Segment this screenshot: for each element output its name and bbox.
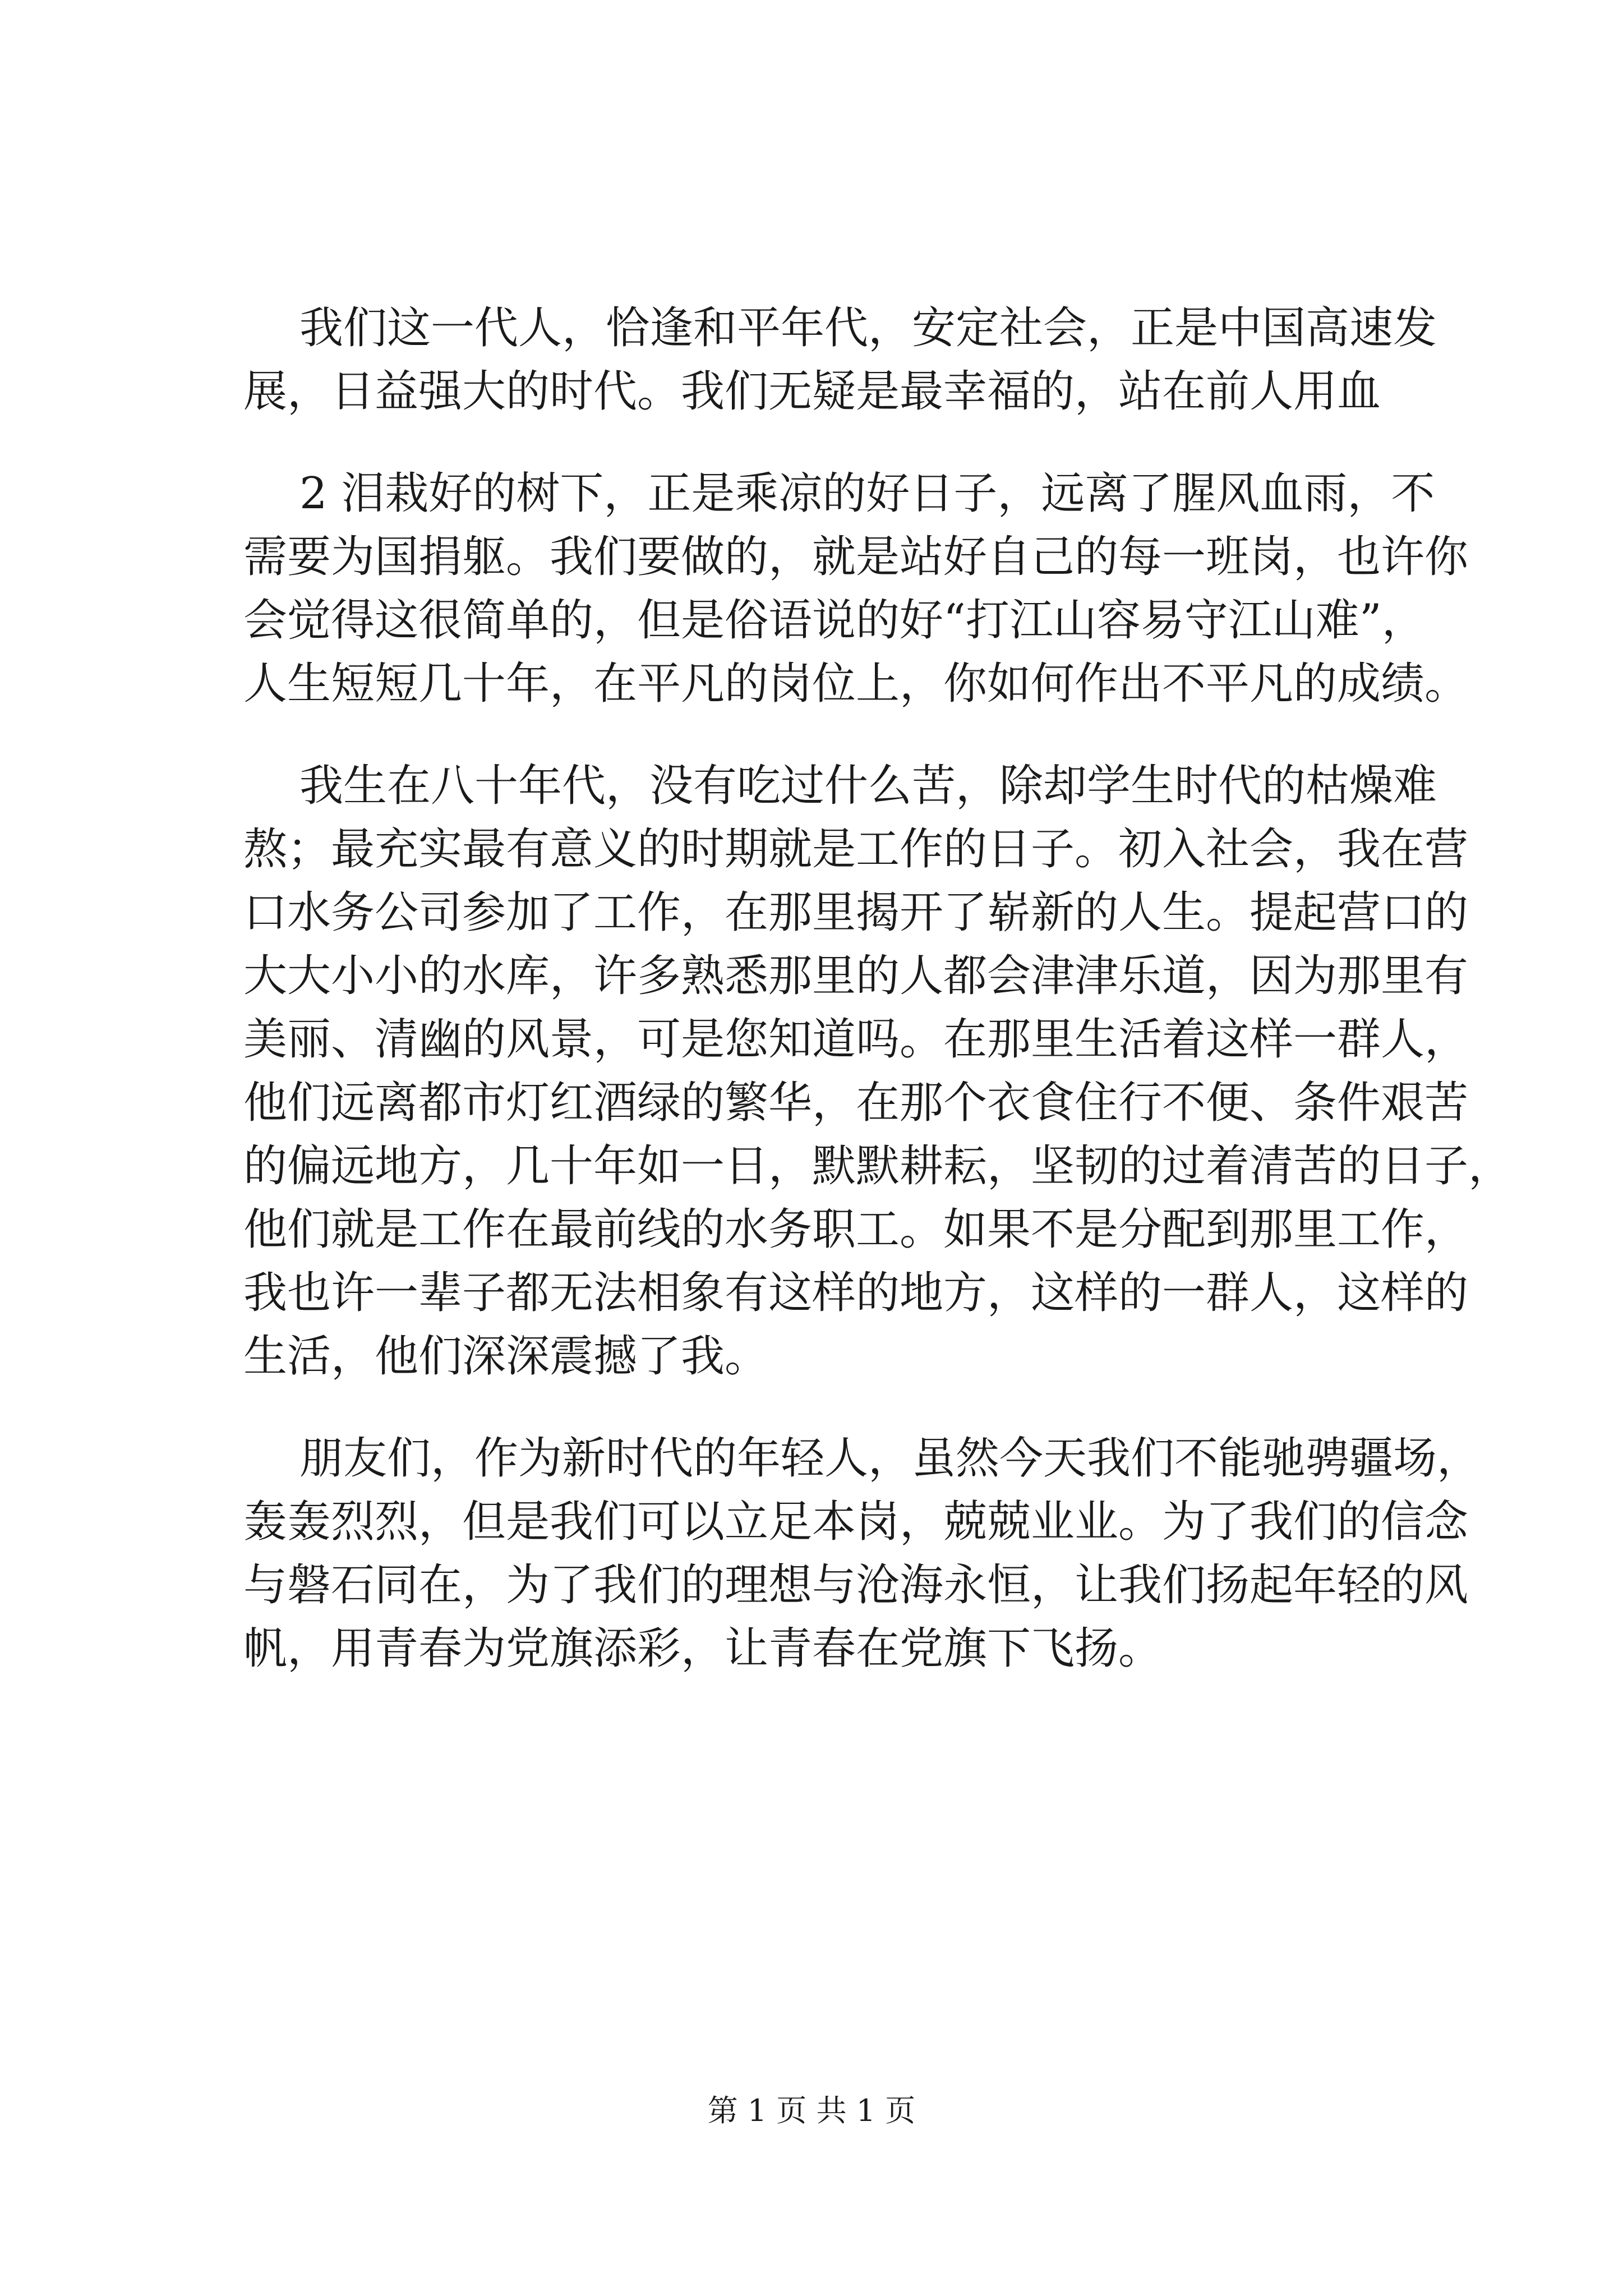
text-line: 大大小小的水库，许多熟悉那里的人都会津津乐道，因为那里有: [243, 951, 1469, 1001]
text-line: 口水务公司参加了工作，在那里揭开了崭新的人生。提起营口的: [243, 887, 1469, 938]
text-line: 轰轰烈烈，但是我们可以立足本岗，兢兢业业。为了我们的信念: [243, 1497, 1469, 1547]
text-line: 需要为国捐躯。我们要做的，就是站好自己的每一班岗，也许你: [243, 532, 1469, 582]
page-footer: 第 1 页 共 1 页: [707, 2093, 916, 2128]
text-line: 2 泪栽好的树下，正是乘凉的好日子，远离了腥风血雨，不: [299, 468, 1435, 519]
text-line: 展，日益强大的时代。我们无疑是最幸福的，站在前人用血: [243, 366, 1381, 417]
text-line: 我们这一代人，恰逢和平年代，安定社会，正是中国高速发: [299, 303, 1437, 353]
text-line: 他们远离都市灯红酒绿的繁华，在那个衣食住行不便、条件艰苦: [243, 1078, 1469, 1128]
text-line: 他们就是工作在最前线的水务职工。如果不是分配到那里工作，: [243, 1204, 1469, 1255]
text-line: 美丽、清幽的风景，可是您知道吗。在那里生活着这样一群人，: [243, 1014, 1469, 1065]
text-line: 我也许一辈子都无法相象有这样的地方，这样的一群人，这样的: [243, 1268, 1469, 1318]
text-line: 生活，他们深深震撼了我。: [243, 1331, 769, 1382]
text-line: 会觉得这很简单的，但是俗语说的好“打江山容易守江山难”，: [243, 595, 1426, 646]
text-line: 与磐石同在，为了我们的理想与沧海永恒，让我们扬起年轻的风: [243, 1560, 1469, 1611]
text-line: 人生短短几十年，在平凡的岗位上，你如何作出不平凡的成绩。: [243, 659, 1469, 709]
text-line: 帆，用青春为党旗添彩，让青春在党旗下飞扬。: [243, 1623, 1163, 1674]
text-line: 熬；最充实最有意义的时期就是工作的日子。初入社会，我在营: [243, 824, 1469, 875]
text-line: 我生在八十年代，没有吃过什么苦，除却学生时代的枯燥难: [299, 761, 1437, 811]
text-line: 朋友们，作为新时代的年轻人，虽然今天我们不能驰骋疆场，: [299, 1433, 1481, 1484]
text-line: 的偏远地方，几十年如一日，默默耕耘，坚韧的过着清苦的日子，: [243, 1141, 1513, 1191]
